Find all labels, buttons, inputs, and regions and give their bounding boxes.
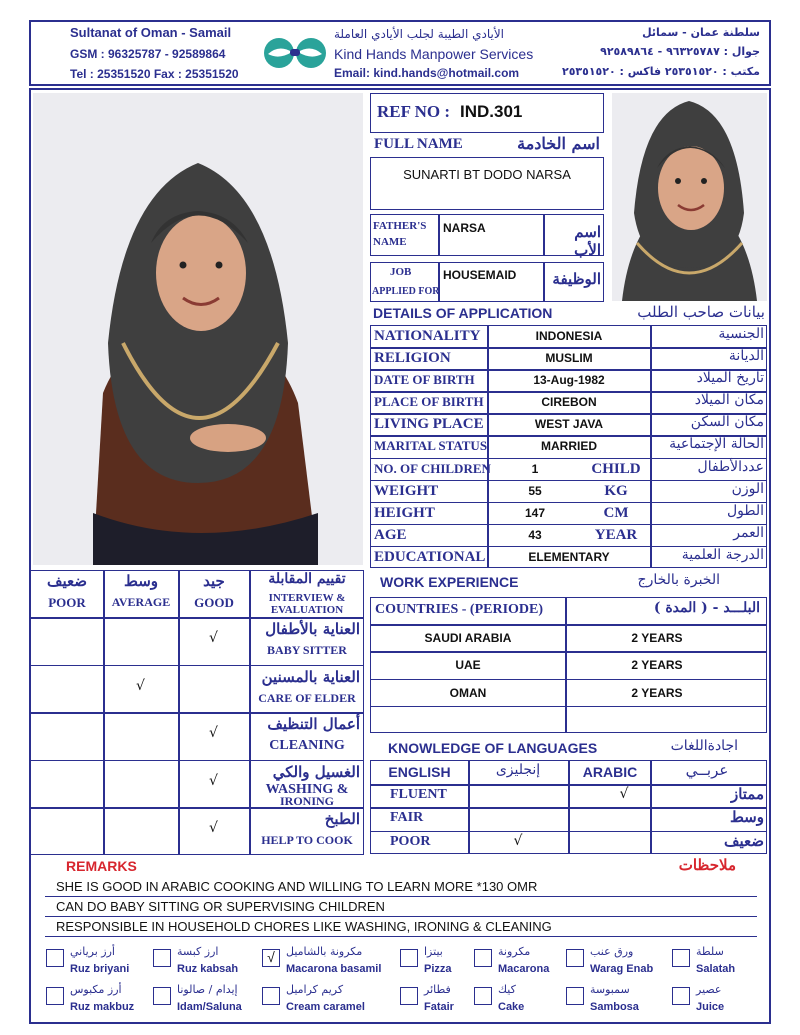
details-label-ar: الديانة — [728, 348, 764, 365]
food-checkbox[interactable] — [566, 987, 584, 1005]
food-label-en: Pizza — [424, 963, 452, 975]
details-label-ar: عددالأطفال — [697, 458, 764, 475]
header-gsm-en: GSM : 96325787 - 92589864 — [70, 47, 226, 61]
eval-skill-en: BABY SITTER — [267, 643, 347, 657]
lang-head-arabic-en: ARABIC — [582, 764, 638, 780]
applicant-photo-large — [33, 93, 363, 565]
food-label-en: Cake — [498, 1001, 525, 1013]
food-label-en: Macarona — [498, 963, 550, 975]
language-arabic-mark: √ — [619, 786, 629, 802]
details-value: ELEMENTARY — [528, 549, 610, 564]
experience-period: 2 YEARS — [631, 631, 683, 645]
eval-skill-en: CARE OF ELDER — [258, 690, 356, 705]
language-level-en: FLUENT — [390, 787, 447, 802]
full-name-label-ar: اسم الخادمة — [517, 134, 600, 153]
details-label-ar: العمر — [733, 524, 764, 541]
details-unit: KG — [604, 482, 628, 499]
details-label-en: DATE OF BIRTH — [374, 372, 475, 388]
header-location-ar: سلطنة عمان - سمائل — [642, 26, 760, 39]
lang-head-english-en: ENGLISH — [388, 764, 451, 780]
eval-head-poor-ar: ضعيف — [46, 572, 88, 590]
eval-skill-en: HELP TO COOK — [261, 833, 353, 848]
eval-head-eval-en-1: INTERVIEW & — [268, 592, 346, 604]
eval-skill-en-2: IRONING — [279, 793, 334, 808]
eval-skill-ar: العناية بالأطفال — [265, 620, 360, 638]
food-label-en: Idam/Saluna — [177, 1001, 242, 1013]
eval-head-avg-en: AVERAGE — [111, 595, 171, 609]
ref-no-value: IND.301 — [460, 102, 523, 121]
details-label-en: HEIGHT — [374, 504, 435, 521]
details-label-ar: الحالة الإجتماعية — [669, 436, 764, 453]
eval-rating-tick: √ — [209, 772, 218, 789]
details-title-ar: بيانات صاحب الطلب — [637, 303, 765, 321]
food-label-ar: مكرونة بالشاميل — [286, 945, 363, 958]
job-label-ar: الوظيفة — [552, 270, 601, 288]
remark-line-1: SHE IS GOOD IN ARABIC COOKING AND WILLING TO LEARN MORE *130 OMR — [56, 879, 538, 894]
experience-country: UAE — [455, 658, 481, 673]
experience-country: SAUDI ARABIA — [424, 631, 512, 645]
details-title-en: DETAILS OF APPLICATION — [373, 305, 553, 321]
job-label-line1: JOB — [390, 266, 412, 278]
food-checkbox[interactable] — [46, 987, 64, 1005]
eval-head-eval-ar: تقييم المقابلة — [268, 571, 346, 587]
food-label-ar: كريم كراميل — [286, 983, 344, 996]
eval-head-avg-ar: وسط — [123, 572, 159, 590]
details-label-ar: الجنسية — [718, 326, 764, 342]
full-name-value: SUNARTI BT DODO NARSA — [403, 167, 571, 182]
job-value: HOUSEMAID — [443, 268, 517, 282]
food-label-en: Juice — [696, 1001, 725, 1013]
eval-rating-tick: √ — [209, 820, 218, 837]
company-name-ar: الأيادي الطيبة لجلب الأيادي العاملة — [334, 27, 505, 41]
details-value: WEST JAVA — [534, 417, 604, 432]
details-label-en: NO. OF CHILDREN — [374, 460, 491, 476]
food-checkbox[interactable] — [153, 987, 171, 1005]
eval-head-eval-en-2: EVALUATION — [270, 604, 344, 616]
experience-title-ar: الخبرة بالخارج — [637, 572, 720, 588]
food-label-ar: مكرونة — [498, 945, 531, 958]
food-checkbox[interactable] — [474, 949, 492, 967]
eval-rating-tick: √ — [209, 725, 218, 742]
header-tel-en: Tel : 25351520 Fax : 25351520 — [70, 67, 239, 81]
eval-skill-ar: الطبخ — [324, 810, 360, 829]
eval-skill-en: WASHING & — [265, 781, 349, 797]
experience-col-en: COUNTRIES - (PERIODE) — [375, 602, 544, 617]
languages-title-ar: اجادةاللغات — [670, 738, 738, 754]
food-checkbox[interactable] — [46, 949, 64, 967]
details-label-ar: الطول — [726, 502, 764, 519]
languages-title-en: KNOWLEDGE OF LANGUAGES — [388, 740, 598, 756]
food-label-ar: عصير — [696, 983, 722, 996]
details-label-en: PLACE OF BIRTH — [374, 394, 484, 410]
food-checkbox[interactable] — [153, 949, 171, 967]
remarks-label-ar: ملاحظات — [678, 856, 736, 874]
food-label-en: Ruz makbuz — [70, 1001, 135, 1013]
experience-col-ar: البلـــد - ( المدة ) — [653, 600, 760, 616]
food-label-en: Ruz kabsah — [177, 963, 239, 975]
eval-skill-ar: الغسيل والكي — [272, 762, 360, 781]
food-label-ar: سلطة — [696, 945, 724, 958]
father-label-line1: FATHER'S — [373, 220, 427, 232]
food-label-en: Fatair — [424, 1001, 454, 1013]
details-label-en: NATIONALITY — [374, 328, 481, 344]
food-checkbox[interactable] — [672, 949, 690, 967]
lang-head-english-ar: إنجليزى — [495, 762, 541, 778]
language-english-mark: √ — [513, 832, 523, 849]
details-label-en: LIVING PLACE — [374, 416, 484, 433]
company-email: Email: kind.hands@hotmail.com — [334, 66, 520, 80]
experience-country: OMAN — [449, 685, 487, 700]
language-level-ar: ممتاز — [730, 785, 764, 803]
details-label-en: AGE — [374, 526, 407, 543]
experience-period: 2 YEARS — [631, 658, 683, 673]
food-label-en: Sambosa — [590, 1001, 639, 1013]
food-label-ar: بيتزا — [424, 945, 443, 958]
language-level-ar: وسط — [729, 808, 764, 827]
food-label-en: Ruz briyani — [70, 963, 130, 975]
details-label-en: EDUCATIONAL — [374, 548, 486, 565]
remarks-label-en: REMARKS — [66, 858, 137, 874]
food-checkbox[interactable] — [400, 987, 418, 1005]
food-label-en: Salatah — [696, 963, 736, 975]
remark-line-2: CAN DO BABY SITTING OR SUPERVISING CHILDREN — [56, 899, 385, 914]
food-checkbox[interactable] — [672, 987, 690, 1005]
remark-line-3: RESPONSIBLE IN HOUSEHOLD CHORES LIKE WASHING, IRONING & CLEANING — [56, 919, 552, 934]
eval-skill-ar: العناية بالمسنين — [261, 667, 360, 686]
full-name-label-en: FULL NAME — [374, 136, 463, 152]
food-label-ar: فطائر — [424, 983, 451, 996]
details-unit: CHILD — [591, 460, 641, 477]
details-label-en: MARITAL STATUS — [374, 438, 488, 454]
full-name-box — [370, 157, 604, 210]
food-checkbox[interactable] — [474, 987, 492, 1005]
eval-skill-ar: أعمال التنظيف — [267, 715, 360, 734]
details-label-en: RELIGION — [374, 350, 451, 367]
details-value: 55 — [528, 483, 542, 498]
details-value: 13-Aug-1982 — [533, 373, 605, 388]
company-logo — [262, 36, 328, 70]
header-location-en: Sultanat of Oman - Samail — [70, 25, 232, 40]
father-name-value: NARSA — [443, 221, 486, 235]
details-label-ar: مكان الميلاد — [694, 392, 764, 409]
father-label-line2: NAME — [373, 236, 407, 248]
eval-rating-tick: √ — [136, 677, 145, 694]
eval-head-poor-en: POOR — [48, 595, 86, 610]
food-label-en: Cream caramel — [286, 1001, 365, 1013]
food-label-en: Macarona basamil — [286, 963, 382, 975]
header-gsm-ar: جوال : ٩٦٣٢٥٧٨٧ - ٩٢٥٨٩٨٦٤ — [600, 45, 760, 58]
experience-period: 2 YEARS — [631, 685, 683, 700]
details-value: INDONESIA — [535, 329, 603, 343]
details-value: CIREBON — [541, 395, 597, 410]
details-value: 1 — [531, 461, 539, 476]
food-checkbox[interactable] — [566, 949, 584, 967]
eval-head-good-en: GOOD — [194, 595, 234, 610]
details-value: MUSLIM — [545, 351, 593, 366]
food-checkbox[interactable] — [400, 949, 418, 967]
details-value: 43 — [528, 527, 542, 542]
eval-rating-tick: √ — [209, 630, 218, 646]
lang-head-arabic-ar: عربــي — [685, 761, 729, 779]
food-label-ar: كيك — [498, 983, 516, 996]
details-value: 147 — [524, 505, 546, 520]
header-tel-ar: مكتب : ٢٥٣٥١٥٢٠ فاكس : ٢٥٣٥١٥٢٠ — [561, 65, 760, 78]
details-unit: YEAR — [594, 526, 638, 543]
details-unit: CM — [603, 504, 629, 521]
language-level-en: POOR — [390, 833, 431, 849]
father-label-ar: اسم الأب — [574, 223, 601, 259]
language-level-ar: ضعيف — [723, 831, 764, 850]
details-label-ar: الدرجة العلمية — [681, 546, 764, 563]
food-label-ar: أرز برياني — [70, 945, 115, 958]
experience-title-en: WORK EXPERIENCE — [380, 574, 519, 590]
food-label-ar: ارز كبسة — [177, 945, 219, 958]
food-label-en: Warag Enab — [590, 963, 654, 975]
details-label-en: WEIGHT — [374, 482, 439, 499]
job-label-line2: APPLIED FOR — [372, 286, 440, 297]
details-value: MARRIED — [541, 439, 597, 454]
food-label-ar: ورق عنب — [590, 945, 634, 958]
ref-no-label: REF NO : — [377, 102, 451, 121]
food-label-ar: إيدام / صالونا — [177, 983, 238, 996]
details-label-ar: الوزن — [731, 480, 764, 497]
food-label-ar: سمبوسة — [590, 983, 630, 996]
eval-head-good-ar: جيد — [203, 572, 225, 590]
applicant-photo-small — [612, 93, 767, 301]
food-checkbox[interactable] — [262, 987, 280, 1005]
details-label-ar: مكان السكن — [690, 414, 764, 431]
eval-skill-en: CLEANING — [269, 738, 345, 754]
details-label-ar: تاريخ الميلاد — [696, 370, 764, 387]
food-label-ar: أرز مكبوس — [70, 983, 122, 996]
company-name-en: Kind Hands Manpower Services — [334, 46, 534, 62]
food-checkbox[interactable]: √ — [262, 949, 280, 967]
language-level-en: FAIR — [390, 810, 424, 826]
